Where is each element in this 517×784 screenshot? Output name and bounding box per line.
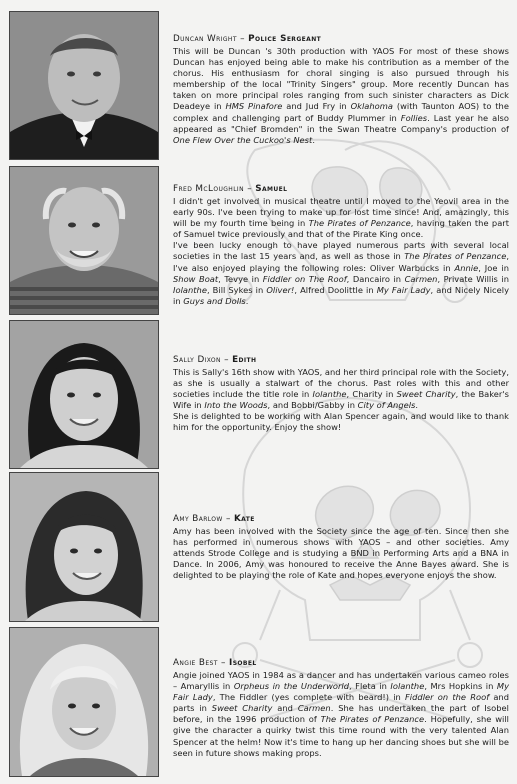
bio-amy-barlow [173, 513, 509, 581]
bio-text-segment: , Alfred Doolittle in [294, 284, 377, 295]
bio-text-segment: . Last year he also appeared as "Chief Bromden" in the Swan Theatre Company's production of [173, 112, 509, 134]
cast-role: Edith [232, 355, 257, 365]
bio-text-segment: Angie joined YAOS in 1984 as a dancer and has undertaken various cameo roles – Amaryllis in [173, 670, 509, 692]
portrait-angie-best [9, 627, 159, 777]
bio-paragraph [173, 526, 509, 581]
bio-text [173, 670, 509, 759]
bio-text-segment: , Private Willis in [437, 273, 510, 284]
show-title: My Fair Lady [173, 681, 510, 703]
bio-text-segment: , Fleta in [349, 681, 391, 692]
bio-text-segment: . [245, 295, 249, 306]
show-title: The Pirates of Penzance [308, 218, 411, 229]
cast-role: Kate [233, 514, 255, 524]
bio-text-segment: , and Nicely Nicely in [173, 284, 510, 306]
bio-text-segment: This will be Duncan 's 30th production with YAOS For most of these shows Duncan has enjoyed being able to make his contribution as a member of the chorus. His enthusiasm for choral singing is also pursued through his membership of the local "Trinity Singers" group. More recently Duncan has taken on more principal roles ranging from such sinister characters as Dick Deadeye in [173, 46, 509, 112]
bio-text-segment: , Joe in [478, 262, 510, 273]
bio-text-segment: and [272, 703, 298, 714]
show-title: My Fair Lady [376, 284, 431, 295]
cast-name: Sally Dixon [173, 355, 221, 365]
cast-heading [173, 354, 509, 366]
portrait-icon [10, 167, 158, 314]
bio-paragraph [173, 46, 509, 146]
cast-heading [173, 657, 509, 669]
show-title: Show Boat [173, 273, 219, 284]
heading-separator: – [222, 514, 234, 524]
bio-text [173, 526, 509, 581]
show-title: Iolanthe [390, 681, 425, 692]
cast-name: Amy Barlow [173, 514, 223, 524]
cast-role: Samuel [255, 184, 288, 194]
show-title: Guys and Dolls [183, 295, 246, 306]
show-title: Into the Woods [204, 400, 268, 411]
heading-separator: – [244, 184, 256, 194]
show-title: Sweet Charity [396, 389, 456, 400]
show-title: Oklahoma [350, 101, 393, 112]
bio-text [173, 367, 509, 434]
bio-text-segment: This is Sally's 16th show with YAOS, and her third principal role with the Society, as she is usually a stalwart of the chorus. Past roles with this and other societies include the title role in [173, 367, 509, 400]
cast-heading [173, 33, 509, 45]
cast-role: Isobel [229, 658, 257, 668]
show-title: Carmen [404, 273, 438, 284]
bio-text-segment: , The Fiddler (yes complete with beard!) in [212, 692, 406, 703]
portrait-duncan-wright [9, 11, 159, 160]
bio-text-segment: . Hopefully, she will give the character a quirky twist this time round with the very talented Alan Spencer at the helm! Now it's time to hang up her dancing shoes but she will be seen in future shows making props. [173, 714, 509, 758]
bio-text-segment: , Mrs Hopkins in [424, 681, 497, 692]
cast-name: Duncan Wright [173, 34, 237, 44]
bio-text-segment: , having taken the part of Samuel twice previously and that of the Pirate King once. [173, 218, 510, 240]
show-title: Follies [400, 112, 428, 123]
bio-paragraph [173, 196, 509, 240]
portrait-icon [10, 628, 158, 776]
cast-name: Fred McLoughlin [173, 184, 244, 194]
show-title: One Flew Over the Cuckoo's Nest [173, 134, 313, 145]
portrait-icon [10, 12, 158, 159]
portrait-amy-barlow [9, 472, 159, 622]
show-title: Fiddler on the Roof [405, 692, 490, 703]
show-title: Carmen [297, 703, 331, 714]
bio-duncan-wright [173, 33, 509, 146]
show-title: The Pirates of Penzance [404, 251, 507, 262]
show-title: Sweet Charity [211, 703, 273, 714]
bio-paragraph [173, 411, 509, 433]
cast-heading [173, 513, 509, 525]
bio-paragraph [173, 240, 509, 307]
heading-separator: – [220, 355, 233, 365]
bio-text-segment: , and Bobbi/Gabby in [267, 400, 358, 411]
bio-text-segment: , Dancairo in [346, 273, 405, 284]
portrait-sally-dixon [9, 320, 159, 469]
bio-text-segment: , the Baker's Wife in [173, 389, 509, 411]
cast-name: Angie Best [173, 658, 218, 668]
bio-text [173, 196, 509, 307]
bio-angie-best [173, 657, 509, 759]
bio-text-segment: . She has undertaken the part of Isobel before, in the 1996 production of [173, 703, 509, 725]
show-title: Fiddler on The Roof [262, 273, 347, 284]
bio-paragraph [173, 367, 509, 411]
bio-text-segment: . [312, 134, 315, 145]
bio-text-segment: , Charity in [346, 389, 397, 400]
show-title: The Pirates of Penzance [320, 714, 425, 725]
cast-heading [173, 183, 509, 195]
show-title: Orpheus in the Underworld [233, 681, 350, 692]
bio-text-segment: I didn't get involved in musical theatre until I moved to the Yeovil area in the early 90s. I've been trying to make up for lost time since! And, amazingly, this will be my fourth time being in [173, 196, 509, 229]
cast-role: Police Sergeant [248, 34, 322, 44]
show-title: Iolanthe [173, 284, 207, 295]
bio-text-segment: I've been lucky enough to have played numerous parts with several local societies in the last 15 years and, as well as those in [173, 240, 509, 262]
show-title: Annie [454, 262, 479, 273]
heading-separator: – [217, 658, 230, 668]
show-title: HMS Pinafore [225, 101, 283, 112]
portrait-icon [10, 321, 158, 468]
portrait-icon [10, 473, 158, 621]
bio-text-segment: and Jud Fry in [282, 101, 351, 112]
show-title: City of Angels [357, 400, 416, 411]
bio-text-segment: . [415, 400, 419, 411]
portrait-fred-mcloughlin [9, 166, 159, 315]
heading-separator: – [236, 34, 249, 44]
bio-fred-mcloughlin [173, 183, 509, 307]
bio-text-segment: She is delighted to be working with Alan Spencer again, and would like to thank him for the opportunity. Enjoy the show! [173, 411, 509, 433]
bio-text-segment: Amy has been involved with the Society since the age of ten. Since then she has performed in numerous shows with YAOS – and other societies. Amy attends Strode College and is studying a BND in Performing Arts and a BNA in Dance. In 2006, Amy was honoured to receive the Anne Bayes award. She is delighted to be playing the role of Kate and hopes everyone enjoys the show. [173, 526, 509, 581]
bio-paragraph [173, 670, 509, 759]
bio-text-segment: , I've also enjoyed playing the following roles: Oliver Warbucks in [173, 251, 509, 273]
show-title: Iolanthe [312, 389, 347, 400]
show-title: Oliver! [266, 284, 295, 295]
bio-text [173, 46, 509, 146]
bio-text-segment: and parts in [173, 692, 510, 714]
bio-sally-dixon [173, 354, 509, 434]
bio-text-segment: , Bill Sykes in [206, 284, 267, 295]
bio-text-segment: (with Taunton AOS) to the complex and challenging part of Buddy Plummer in [173, 101, 509, 123]
bio-text-segment: , Tevye in [218, 273, 263, 284]
